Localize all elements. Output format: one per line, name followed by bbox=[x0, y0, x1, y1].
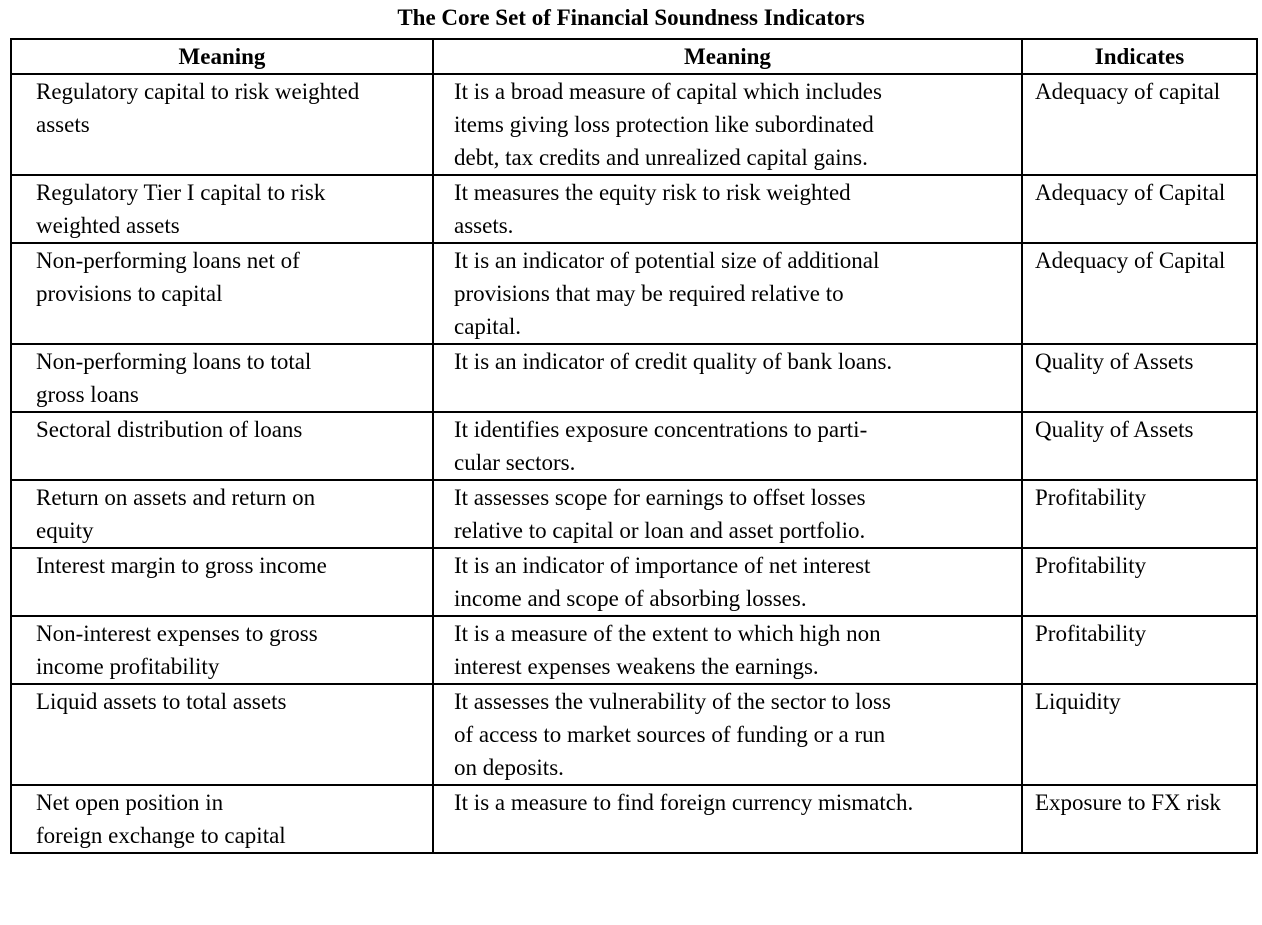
indicates-cell: Adequacy of capital bbox=[1022, 74, 1257, 175]
column-header-indicates: Indicates bbox=[1022, 39, 1257, 74]
indicator-cell: Liquid assets to total assets bbox=[11, 684, 433, 785]
table-row bbox=[11, 412, 1257, 480]
table-row bbox=[11, 74, 1257, 175]
meaning-cell: It is an indicator of importance of net interest income and scope of absorbing losses. bbox=[433, 548, 1022, 616]
indicator-cell: Non-interest expenses to gross income profitability bbox=[11, 616, 433, 684]
indicates-cell: Quality of Assets bbox=[1022, 344, 1257, 412]
table-title: The Core Set of Financial Soundness Indicators bbox=[397, 5, 865, 30]
table-row bbox=[11, 344, 1257, 412]
table-header-row bbox=[11, 39, 1257, 74]
indicates-cell: Profitability bbox=[1022, 548, 1257, 616]
table-row bbox=[11, 175, 1257, 243]
indicator-cell: Non-performing loans to total gross loans bbox=[11, 344, 433, 412]
table-row bbox=[11, 480, 1257, 548]
indicator-cell: Interest margin to gross income bbox=[11, 548, 433, 616]
meaning-cell: It is a measure of the extent to which high non interest expenses weakens the earnings. bbox=[433, 616, 1022, 684]
column-header-meaning: Meaning bbox=[433, 39, 1022, 74]
indicator-cell: Regulatory capital to risk weighted assets bbox=[11, 74, 433, 175]
indicates-cell: Exposure to FX risk bbox=[1022, 785, 1257, 853]
meaning-cell: It is an indicator of credit quality of bank loans. bbox=[433, 344, 1022, 412]
indicator-cell: Sectoral distribution of loans bbox=[11, 412, 433, 480]
indicator-cell: Regulatory Tier I capital to risk weighted assets bbox=[11, 175, 433, 243]
indicates-cell: Liquidity bbox=[1022, 684, 1257, 785]
table-row bbox=[11, 684, 1257, 785]
indicates-cell: Profitability bbox=[1022, 480, 1257, 548]
table-row bbox=[11, 785, 1257, 853]
meaning-cell: It identifies exposure concentrations to parti- cular sectors. bbox=[433, 412, 1022, 480]
indicates-cell: Quality of Assets bbox=[1022, 412, 1257, 480]
indicator-cell: Return on assets and return on equity bbox=[11, 480, 433, 548]
table-row bbox=[11, 243, 1257, 344]
table-row bbox=[11, 548, 1257, 616]
meaning-cell: It assesses scope for earnings to offset losses relative to capital or loan and asset portfolio. bbox=[433, 480, 1022, 548]
fsi-table bbox=[10, 38, 1258, 854]
meaning-cell: It measures the equity risk to risk weighted assets. bbox=[433, 175, 1022, 243]
indicates-cell: Profitability bbox=[1022, 616, 1257, 684]
meaning-cell: It is a measure to find foreign currency mismatch. bbox=[433, 785, 1022, 853]
meaning-cell: It is an indicator of potential size of additional provisions that may be required relative to capital. bbox=[433, 243, 1022, 344]
column-header-indicator: Meaning bbox=[11, 39, 433, 74]
indicator-cell: Net open position in foreign exchange to capital bbox=[11, 785, 433, 853]
indicates-cell: Adequacy of Capital bbox=[1022, 175, 1257, 243]
indicator-cell: Non-performing loans net of provisions to capital bbox=[11, 243, 433, 344]
meaning-cell: It assesses the vulnerability of the sector to loss of access to market sources of funding or a run on deposits. bbox=[433, 684, 1022, 785]
meaning-cell: It is a broad measure of capital which includes items giving loss protection like subordinated debt, tax credits and unrealized capital gains. bbox=[433, 74, 1022, 175]
indicates-cell: Adequacy of Capital bbox=[1022, 243, 1257, 344]
table-row bbox=[11, 616, 1257, 684]
